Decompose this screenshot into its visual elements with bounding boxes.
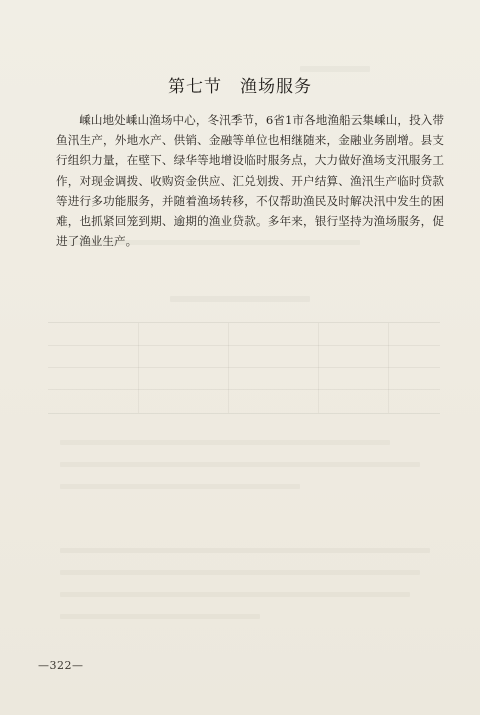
page-number: —322—: [38, 659, 84, 672]
bleed-through-mark: [60, 548, 430, 553]
bleed-through-mark: [60, 592, 410, 597]
bleed-through-table: [48, 322, 440, 414]
bleed-through-mark: [60, 440, 390, 445]
section-title: 第七节 渔场服务: [168, 77, 312, 97]
bleed-through-mark: [60, 484, 300, 489]
bleed-through-mark: [170, 296, 310, 302]
bleed-through-mark: [60, 614, 260, 619]
bleed-through-mark: [60, 462, 420, 467]
bleed-through-mark: [60, 570, 420, 575]
body-paragraph: 嵊山地处嵊山渔场中心，冬汛季节，6省1市各地渔船云集嵊山，投入带鱼汛生产，外地水产、供销、金融等单位也相继随来，金融业务剧增。县支行组织力量，在壁下、绿华等地增设临时服务点，大力做好渔场支汛服务工作，对现金调拨、收购资金供应、汇兑划拨、开户结算、渔汛生产临时贷款等进行多功能服务，并随着渔场转移，不仅帮助渔民及时解决汛中发生的困难，也抓紧回笼到期、逾期的渔业贷款。多年来，银行坚持为渔场服务，促进了渔业生产。: [56, 113, 444, 249]
